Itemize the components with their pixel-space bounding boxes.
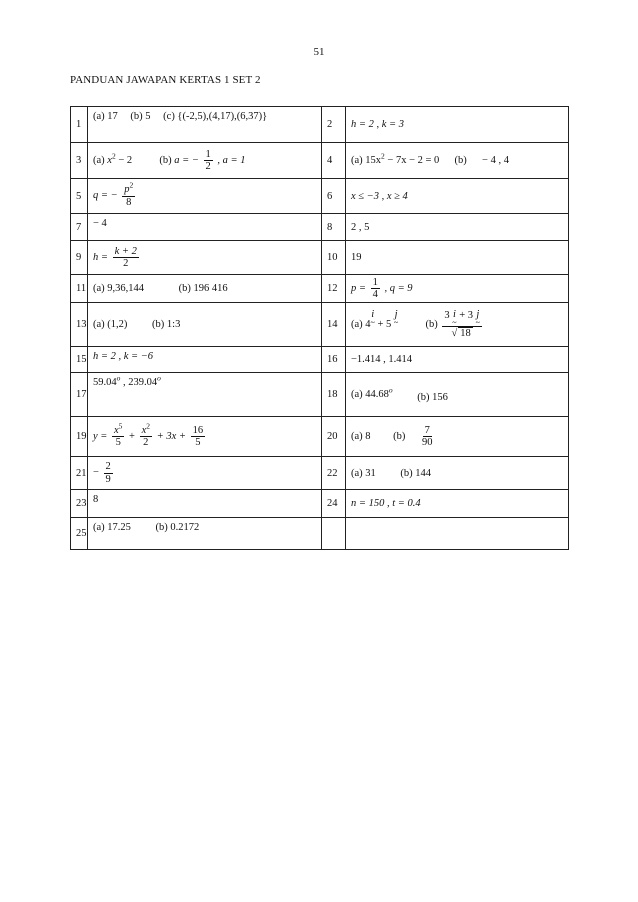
fraction-denominator: 5 (115, 437, 121, 448)
degree-mark: o (157, 373, 161, 383)
angle-value: 239.04 (128, 377, 158, 388)
answer-cell (88, 179, 322, 214)
table-row (71, 275, 569, 303)
answer-part-a: (a) 9,36,144 (93, 283, 145, 294)
vector-j (394, 310, 398, 327)
question-number: 20 (322, 417, 346, 457)
fraction-numerator (112, 421, 124, 437)
math-term: y = (93, 430, 108, 442)
question-number: 16 (322, 347, 346, 373)
question-number: 9 (71, 241, 88, 275)
fraction-numerator (122, 180, 135, 196)
fraction-denominator: √ 18 (451, 328, 471, 340)
vector-j (476, 310, 480, 327)
math-term: + 3 (456, 309, 476, 321)
math-term: , q = 9 (384, 282, 413, 294)
answer-part-a: (a) 31 (351, 467, 376, 479)
table-row (71, 457, 569, 490)
math-term: − 2 (115, 154, 133, 166)
math-term: 3 (444, 309, 453, 321)
math-term: − (93, 467, 99, 479)
math-term: + 3x + (156, 430, 186, 442)
answer-part-b: (b) (454, 155, 467, 166)
math-term: a = − (174, 154, 199, 166)
answer-cell (88, 303, 322, 347)
answer-cell: − 4 (88, 214, 322, 241)
answer-part-a: (a) 17 (93, 111, 118, 122)
math-term: + (129, 430, 135, 442)
answer-part-a: (a) (1,2) (93, 319, 128, 330)
fraction-denominator: 90 (422, 437, 433, 448)
degree-mark: o (388, 385, 393, 395)
answer-part-a: (a) 8 (351, 430, 371, 442)
answer-cell: h = 2 , k = −6 (88, 347, 322, 373)
answer-cell (88, 373, 322, 417)
answer-cell (346, 303, 569, 347)
question-number: 18 (322, 373, 346, 417)
fraction (122, 180, 135, 208)
separator: , (376, 119, 380, 130)
question-number: 11 (71, 275, 88, 303)
table-row (71, 347, 569, 373)
answer-cell (346, 107, 569, 143)
fraction-denominator: 5 (195, 437, 201, 448)
tilde-mark: ~ (452, 318, 457, 328)
answer-cell (346, 417, 569, 457)
answer-cell: n = 150 , t = 0.4 (346, 490, 569, 518)
math-term: − 7x − 2 = 0 (384, 155, 440, 166)
fraction-denominator: 2 (123, 258, 129, 269)
fraction-numerator: 2 (105, 461, 111, 473)
fraction (371, 277, 380, 300)
answer-cell: 19 (346, 241, 569, 275)
question-number: 3 (71, 143, 88, 179)
question-number: 4 (322, 143, 346, 179)
answer-table (70, 106, 569, 550)
question-number: 13 (71, 303, 88, 347)
answer-part-a: (a) 15x (351, 155, 382, 166)
answer-cell (88, 275, 322, 303)
fraction (140, 421, 152, 448)
empty-cell (322, 518, 346, 550)
fraction-numerator: 7 (424, 424, 430, 436)
exponent: 5 (118, 421, 123, 431)
answer-part-b: (b) 1:3 (152, 319, 181, 330)
answer-part-b: (b) (159, 154, 172, 166)
exponent: 2 (129, 180, 134, 190)
answer-part-b: (b) 0.2172 (155, 522, 200, 533)
fraction-numerator: 1 (205, 148, 211, 160)
answer-part-a: (a) 44.68 (351, 389, 389, 400)
table-row (71, 241, 569, 275)
math-term: h = (93, 251, 108, 263)
tilde-mark: ~ (370, 318, 375, 328)
math-term: q = − (93, 190, 118, 202)
question-number: 22 (322, 457, 346, 490)
table-row (71, 143, 569, 179)
math-term: + 5 (374, 318, 394, 330)
answer-cell (346, 373, 569, 417)
answer-part-a: (a) (93, 154, 105, 166)
fraction-numerator: 16 (192, 424, 204, 436)
question-number: 5 (71, 179, 88, 214)
answer-cell (88, 241, 322, 275)
tilde-mark: ~ (393, 318, 399, 328)
answer-cell: 2 , 5 (346, 214, 569, 241)
fraction-denominator: 4 (372, 289, 378, 300)
table-row (71, 214, 569, 241)
vector-symbol: j (476, 308, 480, 320)
answer-part-b: (b) 5 (130, 111, 151, 122)
math-term: x (114, 424, 119, 436)
answer-cell (346, 457, 569, 490)
fraction-denominator: 2 (143, 437, 149, 448)
fraction-numerator (442, 310, 482, 328)
question-number: 21 (71, 457, 88, 490)
answer-cell: x ≤ −3 , x ≥ 4 (346, 179, 569, 214)
math-term: p (124, 184, 130, 196)
answer-h: h = 2 (351, 119, 374, 130)
question-number: 15 (71, 347, 88, 373)
fraction-numerator: k + 2 (114, 245, 137, 257)
vector-symbol: i (452, 308, 456, 320)
question-number: 12 (322, 275, 346, 303)
table-row (71, 303, 569, 347)
angle-value: 59.04 (93, 377, 117, 388)
answer-cell (88, 107, 322, 143)
question-number: 10 (322, 241, 346, 275)
question-number: 2 (322, 107, 346, 143)
degree-mark: o (116, 373, 121, 383)
fraction (442, 310, 482, 340)
table-row (71, 107, 569, 143)
question-number: 25 (71, 518, 88, 550)
exponent: 2 (146, 421, 151, 431)
answer-cell (88, 143, 322, 179)
exponent: 2 (111, 151, 116, 161)
answer-part-b: (b) 196 416 (178, 283, 228, 294)
table-row (71, 417, 569, 457)
answer-part-c: (c) {(-2,5),(4,17),(6,37)} (163, 111, 268, 122)
answer-part-b: (b) (393, 430, 406, 442)
answer-part-b: (b) 156 (417, 392, 448, 403)
fraction-denominator: 2 (205, 161, 211, 172)
answer-cell (346, 275, 569, 303)
answer-part-b: (b) (425, 318, 438, 330)
math-term: , a = 1 (217, 154, 246, 166)
question-number: 24 (322, 490, 346, 518)
question-number: 14 (322, 303, 346, 347)
answer-cell: 8 (88, 490, 322, 518)
answer-cell (88, 457, 322, 490)
question-number: 23 (71, 490, 88, 518)
math-term: − 4 , 4 (482, 155, 509, 166)
page-number: 51 (313, 46, 325, 58)
question-number: 1 (71, 107, 88, 143)
answer-cell (346, 143, 569, 179)
answer-cell (88, 417, 322, 457)
math-term: x (141, 424, 147, 436)
question-number: 6 (322, 179, 346, 214)
answer-part-b: (b) 144 (400, 467, 432, 479)
answer-part-a: (a) 17.25 (93, 522, 131, 533)
answer-k: k = 3 (381, 119, 404, 130)
fraction-denominator: 9 (105, 473, 111, 485)
math-term: p = (351, 282, 366, 294)
answer-cell (88, 518, 322, 550)
question-number: 19 (71, 417, 88, 457)
vector-symbol: j (394, 308, 398, 320)
fraction (112, 421, 124, 448)
sqrt-radicand: 18 (460, 328, 471, 340)
fraction (104, 461, 113, 484)
fraction (113, 246, 139, 269)
answer-part-a: (a) 4 (351, 318, 371, 330)
page-heading: PANDUAN JAWAPAN KERTAS 1 SET 2 (70, 74, 261, 86)
tilde-mark: ~ (475, 318, 480, 328)
table-row (71, 373, 569, 417)
table-row (71, 490, 569, 518)
question-number: 7 (71, 214, 88, 241)
fraction (191, 425, 206, 448)
empty-cell (346, 518, 569, 550)
fraction-denominator: 8 (126, 196, 132, 208)
fraction (420, 425, 435, 448)
math-term: x (107, 154, 112, 166)
table-row (71, 179, 569, 214)
fraction-numerator: 1 (372, 276, 378, 288)
fraction-numerator (140, 421, 152, 437)
exponent: 2 (381, 151, 385, 161)
question-number: 17 (71, 373, 88, 417)
fraction (204, 149, 213, 172)
vector-symbol: i (371, 308, 375, 320)
separator: , (120, 377, 129, 388)
question-number: 8 (322, 214, 346, 241)
table-row (71, 518, 569, 550)
answer-cell: −1.414 , 1.414 (346, 347, 569, 373)
